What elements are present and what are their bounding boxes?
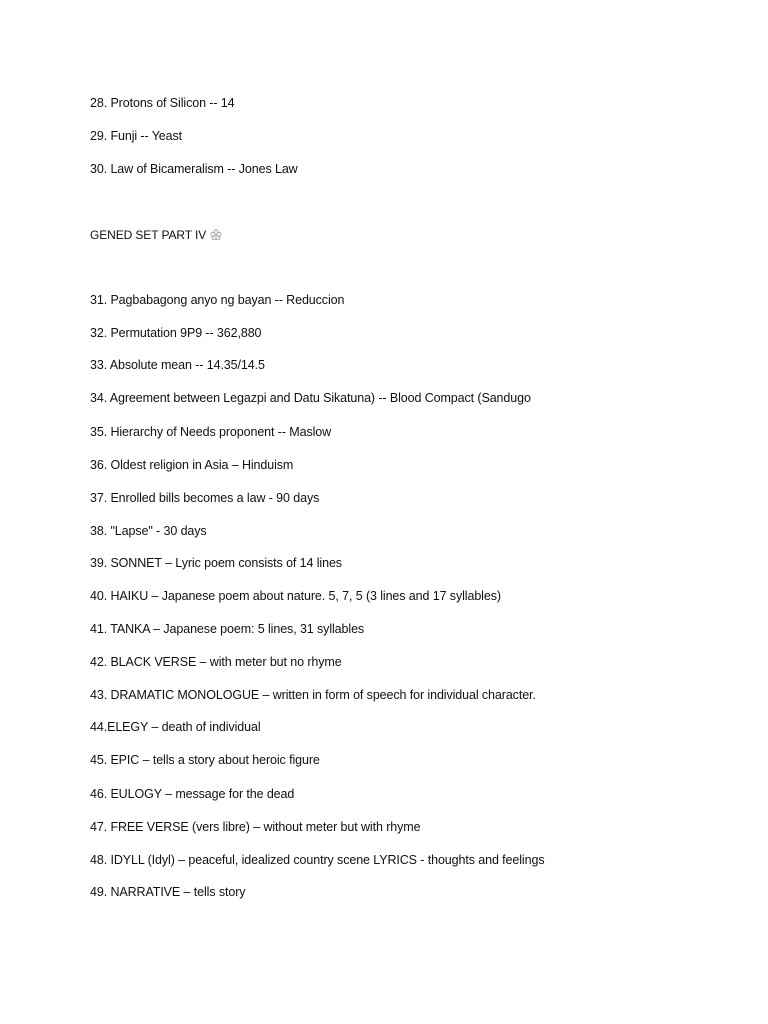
- list-item: 35. Hierarchy of Needs proponent -- Maslow: [90, 425, 332, 439]
- list-item: 36. Oldest religion in Asia – Hinduism: [90, 458, 294, 472]
- section-heading-text: GENED SET PART IV: [90, 228, 207, 242]
- list-item: 32. Permutation 9P9 -- 362,880: [90, 326, 262, 340]
- list-item: 46. EULOGY – message for the dead: [90, 787, 295, 801]
- list-item: 45. EPIC – tells a story about heroic figure: [90, 753, 320, 767]
- list-item: 43. DRAMATIC MONOLOGUE – written in form of speech for individual character.: [90, 688, 536, 702]
- list-item: 40. HAIKU – Japanese poem about nature. 5, 7, 5 (3 lines and 17 syllables): [90, 589, 501, 603]
- list-item: 48. IDYLL (Idyl) – peaceful, idealized country scene LYRICS - thoughts and feelings: [90, 853, 545, 867]
- list-item: 31. Pagbabagong anyo ng bayan -- Reduccion: [90, 293, 345, 307]
- list-item: 33. Absolute mean -- 14.35/14.5: [90, 358, 265, 372]
- section-heading: [90, 227, 222, 243]
- list-item: 28. Protons of Silicon -- 14: [90, 96, 235, 110]
- list-item: 37. Enrolled bills becomes a law - 90 days: [90, 491, 320, 505]
- list-item: 38. "Lapse" - 30 days: [90, 524, 207, 538]
- list-item: 47. FREE VERSE (vers libre) – without meter but with rhyme: [90, 820, 421, 834]
- list-item: 42. BLACK VERSE – with meter but no rhyme: [90, 655, 342, 669]
- list-item: 34. Agreement between Legazpi and Datu Sikatuna) -- Blood Compact (Sandugo: [90, 391, 531, 405]
- flower-icon: [210, 229, 222, 241]
- list-item: 44.ELEGY – death of individual: [90, 720, 261, 734]
- list-item: 39. SONNET – Lyric poem consists of 14 lines: [90, 556, 342, 570]
- list-item: 29. Funji -- Yeast: [90, 129, 183, 143]
- list-item: 41. TANKA – Japanese poem: 5 lines, 31 syllables: [90, 622, 365, 636]
- list-item: 30. Law of Bicameralism -- Jones Law: [90, 162, 298, 176]
- list-item: 49. NARRATIVE – tells story: [90, 885, 246, 899]
